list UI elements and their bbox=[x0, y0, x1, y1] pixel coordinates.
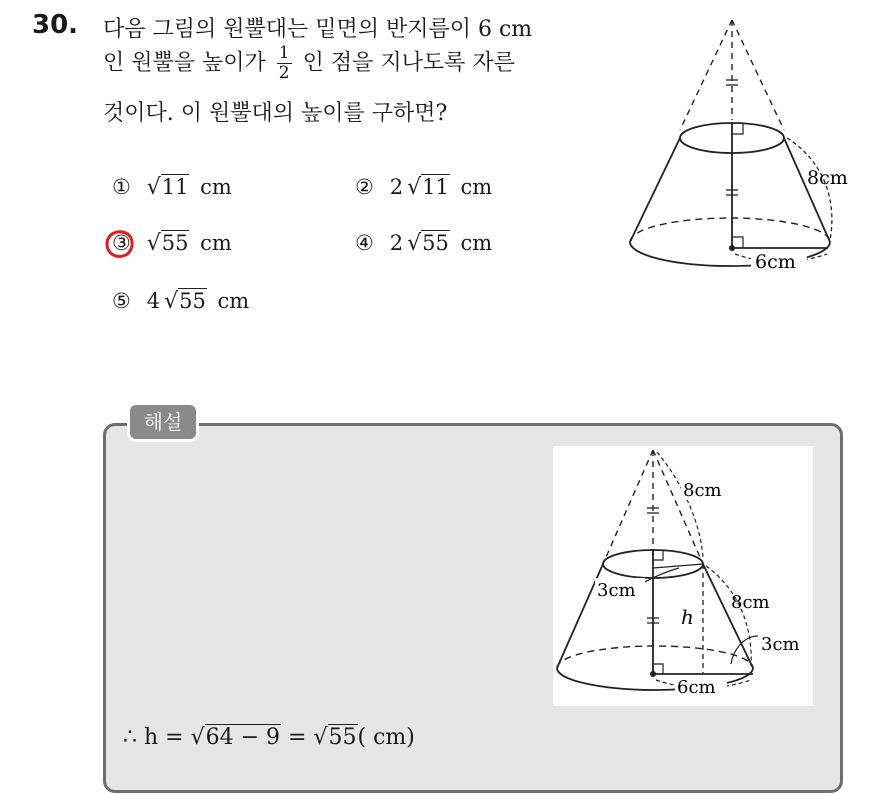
sqrt-expression: √11 bbox=[407, 175, 449, 200]
selected-answer-circle-icon bbox=[104, 228, 136, 260]
radicand: 11 bbox=[161, 175, 189, 199]
choice-mark: ② bbox=[355, 175, 374, 199]
solution-frustum-figure bbox=[553, 446, 813, 706]
question-line-2 bbox=[103, 44, 515, 83]
choice-4[interactable] bbox=[355, 231, 492, 256]
solution-tag: 해설 bbox=[127, 402, 199, 442]
radicand: 55 bbox=[422, 231, 449, 255]
unit: cm bbox=[200, 231, 232, 255]
fraction-one-half bbox=[277, 44, 292, 83]
radicand: 55 bbox=[328, 725, 357, 750]
choice-2[interactable] bbox=[355, 175, 492, 200]
radicand: 55 bbox=[179, 289, 206, 313]
solution-figure-box bbox=[553, 446, 813, 706]
solution-slant-label: 8cm bbox=[731, 592, 770, 613]
unit: cm bbox=[460, 175, 493, 199]
sqrt-expression: √55 bbox=[146, 231, 189, 256]
solution-bottom-radius-label: 6cm bbox=[677, 677, 716, 698]
frustum-left-edge bbox=[630, 138, 680, 242]
cone-dashed-apex bbox=[680, 20, 784, 130]
question-line-3: 것이다. 이 원뿔대의 높이를 구하면? bbox=[103, 101, 448, 126]
radius-label: 6cm bbox=[755, 251, 796, 273]
slant-label: 8cm bbox=[807, 167, 848, 189]
choice-5[interactable] bbox=[112, 289, 249, 314]
choice-mark: ③ bbox=[112, 231, 131, 255]
question-line-2-post: 인 점을 지나도록 자른 bbox=[302, 50, 515, 76]
radicand: 64 − 9 bbox=[205, 725, 281, 750]
unit: cm bbox=[200, 175, 232, 199]
solution-top-slant-label: 8cm bbox=[683, 480, 722, 501]
solution-diff-label: 3cm bbox=[761, 634, 800, 655]
question-line-2-pre: 인 원뿔을 높이가 bbox=[103, 50, 266, 76]
coefficient: 2 bbox=[389, 231, 404, 255]
choice-1[interactable] bbox=[112, 175, 232, 200]
radicand: 55 bbox=[161, 231, 189, 255]
radicand: 11 bbox=[422, 175, 449, 199]
bottom-ellipse-back bbox=[630, 218, 830, 242]
unit: cm bbox=[460, 231, 493, 255]
choice-mark: ⑤ bbox=[112, 289, 131, 313]
final-prefix: ∴ h = bbox=[123, 725, 184, 750]
coefficient: 4 bbox=[146, 289, 161, 313]
final-equals: = bbox=[288, 725, 307, 750]
solution-final-equation bbox=[123, 725, 415, 750]
solution-height-label: h bbox=[681, 605, 694, 629]
question-line-1: 다음 그림의 원뿔대는 밑면의 반지름이 6 cm bbox=[103, 17, 533, 42]
final-unit: ( cm) bbox=[357, 725, 415, 750]
question-number: 30. bbox=[32, 10, 79, 40]
fraction-numerator: 1 bbox=[278, 43, 290, 63]
sqrt-expression: √55 bbox=[313, 725, 357, 750]
fraction-denominator: 2 bbox=[278, 63, 290, 83]
choice-mark: ① bbox=[112, 175, 131, 199]
choice-mark: ④ bbox=[355, 231, 374, 255]
coefficient: 2 bbox=[389, 175, 404, 199]
solution-top-radius-label: 3cm bbox=[597, 580, 636, 601]
sqrt-expression: √55 bbox=[164, 289, 206, 314]
sqrt-expression: √11 bbox=[146, 175, 189, 200]
sqrt-expression: √55 bbox=[407, 231, 449, 256]
frustum-figure bbox=[615, 12, 865, 292]
unit: cm bbox=[217, 289, 250, 313]
sqrt-expression: √64 − 9 bbox=[190, 725, 281, 750]
